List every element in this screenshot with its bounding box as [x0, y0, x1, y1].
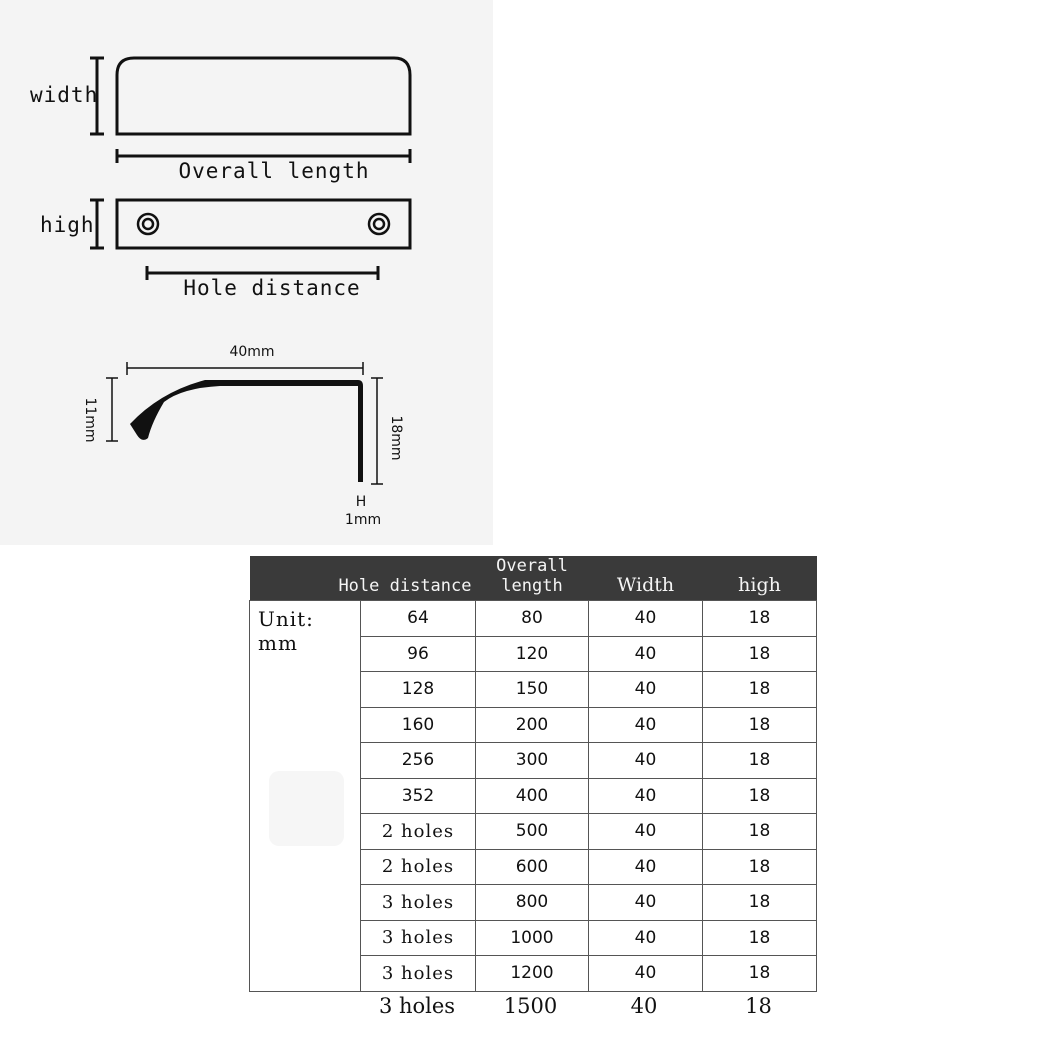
- cell-width: 40: [630, 994, 658, 1018]
- cell-high: 18: [703, 885, 817, 921]
- cell-overall-length: 500: [476, 814, 589, 850]
- cell-high: 18: [703, 778, 817, 814]
- cell-width: 40: [589, 956, 703, 992]
- cell-hole-distance: 2 holes: [361, 849, 476, 885]
- handle-top-view-outline: [117, 58, 410, 134]
- cell-high: 18: [703, 849, 817, 885]
- cell-overall-length: 1000: [476, 920, 589, 956]
- cell-hole-distance: 64: [361, 601, 476, 637]
- cell-high: 18: [703, 920, 817, 956]
- cell-overall-length: 120: [476, 636, 589, 672]
- cell-overall-length: 80: [476, 601, 589, 637]
- cell-hole-distance: 3 holes: [361, 920, 476, 956]
- handle-side-view-outline: [117, 200, 410, 248]
- hole-distance-label: Hole distance: [183, 276, 361, 300]
- cell-width: 40: [589, 814, 703, 850]
- width-label: width: [30, 83, 99, 107]
- cell-high: 18: [745, 994, 772, 1018]
- cell-overall-length: 150: [476, 672, 589, 708]
- cell-high: 18: [703, 636, 817, 672]
- cell-hole-distance: 96: [361, 636, 476, 672]
- cell-hole-distance: 3 holes: [378, 994, 456, 1018]
- cell-hole-distance: 256: [361, 743, 476, 779]
- screw-hole-right-icon: [369, 214, 389, 234]
- table-row-last: [360, 990, 816, 1022]
- cell-hole-distance: 160: [361, 707, 476, 743]
- cell-width: 40: [589, 920, 703, 956]
- cell-hole-distance: 3 holes: [361, 885, 476, 921]
- screw-hole-left-icon: [138, 214, 158, 234]
- unit-label: Unit: mm: [250, 601, 361, 992]
- handle-profile-shape: [130, 380, 363, 482]
- table-header-row: [250, 556, 817, 601]
- cell-overall-length: 600: [476, 849, 589, 885]
- header-overall-length: Overall length: [476, 556, 589, 601]
- cell-hole-distance: 3 holes: [361, 956, 476, 992]
- cell-high: 18: [703, 956, 817, 992]
- overall-length-label: Overall length: [178, 159, 370, 183]
- cell-width: 40: [589, 672, 703, 708]
- cell-overall-length: 400: [476, 778, 589, 814]
- thickness-value: 1mm: [344, 512, 382, 528]
- cell-width: 40: [589, 636, 703, 672]
- cell-width: 40: [589, 885, 703, 921]
- cell-overall-length: 300: [476, 743, 589, 779]
- cell-width: 40: [589, 707, 703, 743]
- header-hole-distance: Hole distance: [250, 556, 476, 601]
- size-spec-table: [249, 556, 816, 992]
- handle-dimension-diagram: [0, 0, 493, 545]
- cell-width: 40: [589, 778, 703, 814]
- blurred-watermark: [269, 771, 344, 846]
- cell-overall-length: 1500: [503, 994, 558, 1018]
- profile-18mm-label: 18mm: [388, 415, 404, 461]
- thickness-symbol: H: [355, 494, 367, 510]
- high-label: high: [40, 213, 95, 237]
- cell-high: 18: [703, 707, 817, 743]
- header-width: Width: [589, 556, 703, 601]
- cell-hole-distance: 352: [361, 778, 476, 814]
- cell-overall-length: 800: [476, 885, 589, 921]
- cell-high: 18: [703, 814, 817, 850]
- cell-width: 40: [589, 601, 703, 637]
- cell-high: 18: [703, 672, 817, 708]
- profile-11mm-label: 11mm: [82, 397, 98, 443]
- cell-overall-length: 1200: [476, 956, 589, 992]
- cell-high: 18: [703, 601, 817, 637]
- profile-40mm-label: 40mm: [229, 344, 275, 360]
- cell-high: 18: [703, 743, 817, 779]
- cell-width: 40: [589, 849, 703, 885]
- cell-hole-distance: 128: [361, 672, 476, 708]
- cell-overall-length: 200: [476, 707, 589, 743]
- cell-hole-distance: 2 holes: [361, 814, 476, 850]
- table-row: [250, 601, 817, 637]
- cell-width: 40: [589, 743, 703, 779]
- header-high: high: [703, 556, 817, 601]
